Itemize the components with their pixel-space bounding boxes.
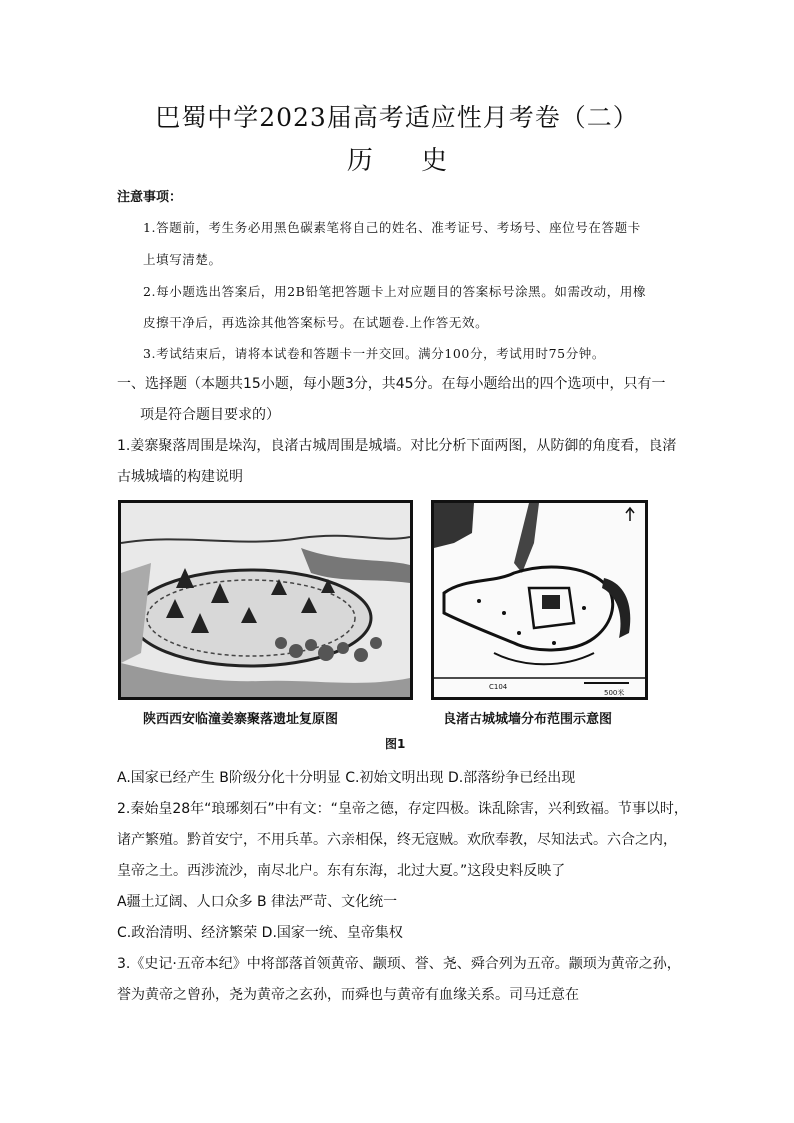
notice-heading: 注意事项： — [117, 190, 183, 205]
liangzhu-map — [431, 500, 648, 700]
notice-line: 3.考试结束后，请将本试卷和答题卡一并交回。满分100分，考试用时75分钟。 — [143, 346, 605, 361]
q3-stem: 誉为黄帝之曾孙，尧为黄帝之玄孙，而舜也与黄帝有血缘关系。司马迁意在 — [117, 987, 579, 1003]
q1-stem: 1.姜寨聚落周围是垛沟，良渚古城周围是城墙。对比分析下面两图，从防御的角度看，良渚 — [117, 438, 677, 454]
section-heading-cont: 项是符合题目要求的） — [140, 407, 280, 423]
subject-title: 历 史 — [346, 146, 468, 176]
q1-stem: 古城城墙的构建说明 — [117, 469, 243, 485]
exam-title: 巴蜀中学2023届高考适应性月考卷（二） — [155, 103, 639, 132]
map-road-label: C104 — [489, 683, 508, 691]
notice-line: 1.答题前，考生务必用黑色碳素笔将自己的姓名、准考证号、考场号、座位号在答题卡 — [143, 220, 641, 235]
q2-stem: 诸产繁殖。黔首安宁，不用兵革。六亲相保，终无寇贼。欢欣奉教，尽知法式。六合之内， — [117, 832, 677, 848]
jiangzhai-sketch — [118, 500, 413, 700]
figure-1 — [113, 497, 645, 753]
q1-options: A.国家已经产生 B阶级分化十分明显 C.初始文明出现 D.部落纷争已经出现 — [117, 770, 576, 786]
section-heading: 一、选择题（本题共15小题，每小题3分，共45分。在每小题给出的四个选项中，只有一 — [117, 376, 666, 392]
jiangzhai-illustration — [121, 503, 410, 697]
q2-options: A疆土辽阔、人口众多 B 律法严苛、文化统一 — [117, 894, 398, 910]
q2-stem: 2.秦始皇28年“琅琊刻石”中有文：“皇帝之德，存定四极。诛乱除害，兴利致福。节事以时， — [117, 801, 688, 817]
liangzhu-map-illustration — [434, 503, 645, 697]
right-figure-caption: 良渚古城城墙分布范围示意图 — [443, 712, 613, 727]
q2-options: C.政治清明、经济繁荣 D.国家一统、皇帝集权 — [117, 925, 403, 941]
map-scale-label: 500米 — [604, 689, 625, 697]
q3-stem: 3.《史记·五帝本纪》中将部落首领黄帝、颛顼、誉、尧、舜合列为五帝。颛顼为黄帝之孙， — [117, 956, 681, 972]
notice-line: 上填写清楚。 — [143, 252, 222, 267]
notice-line: 2.每小题选出答案后，用2B铅笔把答题卡上对应题目的答案标号涂黑。如需改动，用橡 — [143, 284, 647, 299]
figure-label: 图1 — [385, 737, 406, 751]
notice-line: 皮擦干净后，再选涂其他答案标号。在试题卷.上作答无效。 — [143, 315, 489, 330]
left-figure-caption: 陕西西安临潼姜寨聚落遗址复原图 — [143, 712, 339, 727]
q2-stem: 皇帝之土。西涉流沙，南尽北户。东有东海，北过大夏。”这段史料反映了 — [117, 863, 566, 879]
